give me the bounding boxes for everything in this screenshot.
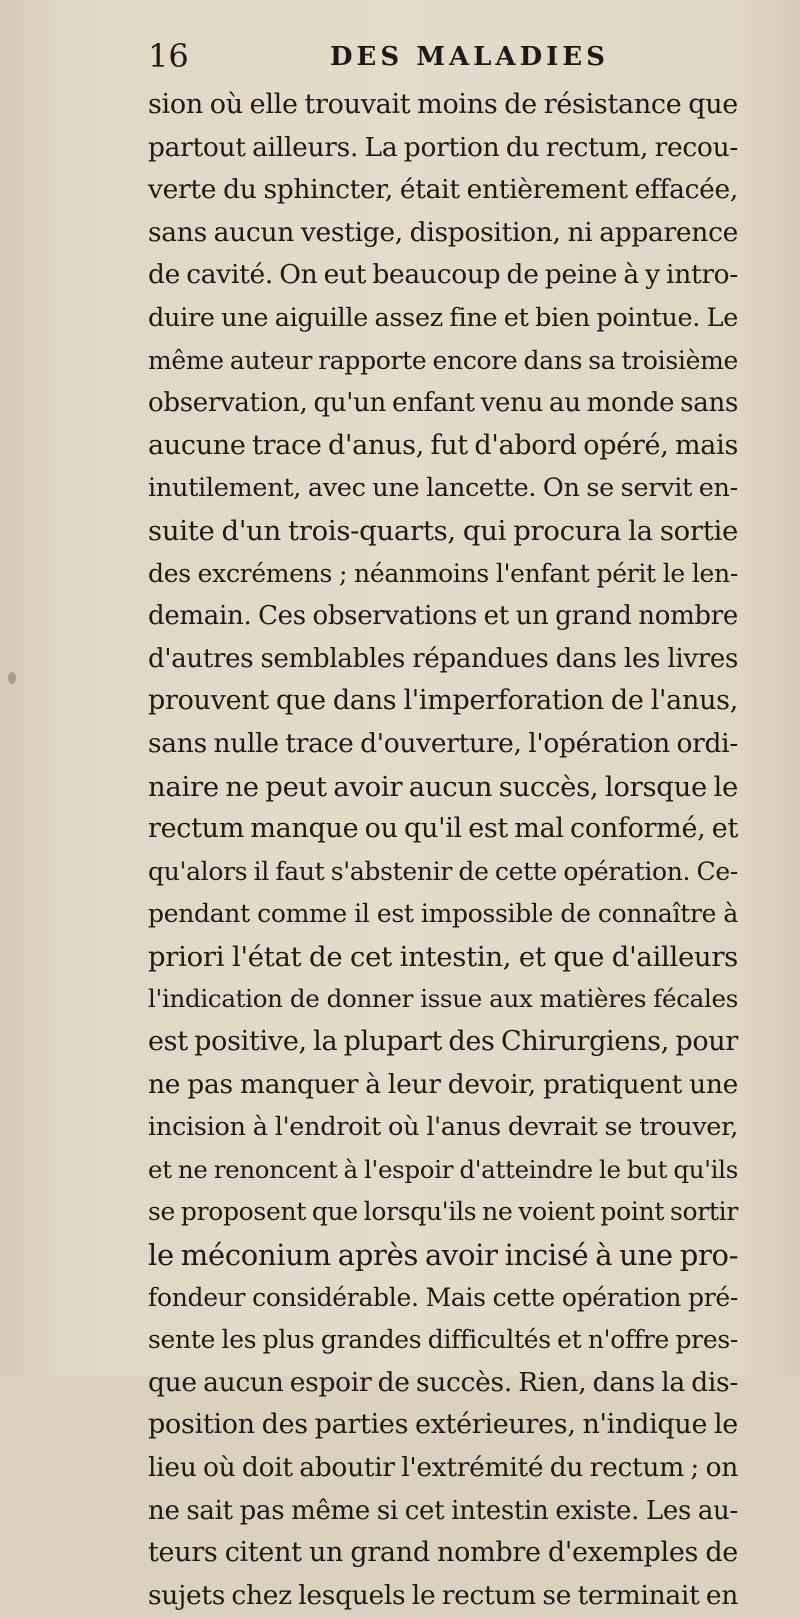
text-line: qu'alors il faut s'abstenir de cette opération. Ce-	[148, 856, 738, 886]
page-header	[148, 36, 708, 76]
text-line: verte du sphincter, était entièrement effacée,	[148, 174, 738, 206]
text-line: sans aucun vestige, disposition, ni apparence	[148, 216, 738, 248]
text-line: naire ne peut avoir aucun succès, lorsque le	[148, 770, 738, 803]
page-number: 16	[148, 37, 189, 75]
text-line: le méconium après avoir incisé à une pro-	[148, 1238, 739, 1273]
text-line: suite d'un trois-quarts, qui procura la sortie	[148, 514, 738, 547]
text-line: est positive, la plupart des Chirurgiens, pour	[148, 1026, 738, 1058]
text-line: prouvent que dans l'imperforation de l'anus,	[148, 685, 738, 717]
text-line: duire une aiguille assez fine et bien pointue. Le	[148, 302, 738, 333]
text-line: ne sait pas même si cet intestin existe. Les au-	[148, 1495, 738, 1526]
text-line: sente les plus grandes difficultés et n'offre pres-	[148, 1325, 738, 1355]
text-line: même auteur rapporte encore dans sa troisième	[148, 345, 738, 375]
text-line: l'indication de donner issue aux matières fécales	[148, 984, 738, 1014]
body-text	[148, 84, 738, 1617]
text-line: de cavité. On eut beaucoup de peine à y intro-	[148, 259, 738, 291]
text-line: teurs citent un grand nombre d'exemples de	[148, 1537, 738, 1569]
text-line: d'autres semblables répandues dans les livres	[148, 643, 738, 674]
text-line: priori l'état de cet intestin, et que d'ailleurs	[148, 940, 738, 973]
text-line: sujets chez lesquels le rectum se terminait en	[148, 1579, 738, 1611]
text-line: et ne renoncent à l'espoir d'atteindre le but qu'ils	[148, 1154, 738, 1184]
running-title: DES MALADIES	[330, 42, 609, 72]
text-line: demain. Ces observations et un grand nombre	[148, 601, 738, 632]
text-line: partout ailleurs. La portion du rectum, recou-	[148, 131, 738, 163]
text-line: aucune trace d'anus, fut d'abord opéré, mais	[148, 429, 738, 461]
margin-ink-spot	[8, 672, 16, 684]
text-line: lieu où doit aboutir l'extrémité du rectum ; on	[148, 1452, 738, 1483]
text-line: se proposent que lorsqu'ils ne voient point sortir	[148, 1197, 738, 1227]
text-line: rectum manque ou qu'il est mal conformé, et	[148, 813, 738, 845]
text-line: sion où elle trouvait moins de résistance que	[148, 89, 738, 120]
text-line: que aucun espoir de succès. Rien, dans la dis-	[148, 1366, 738, 1398]
text-line: fondeur considérable. Mais cette opération pré-	[148, 1282, 738, 1312]
text-line: sans nulle trace d'ouverture, l'opération ordi-	[148, 727, 738, 759]
text-line: ne pas manquer à leur devoir, pratiquent une	[148, 1068, 738, 1100]
text-line: pendant comme il est impossible de connaître à	[148, 899, 738, 929]
text-line: des excrémens ; néanmoins l'enfant périt le len-	[148, 558, 738, 588]
text-line: incision à l'endroit où l'anus devrait se trouver,	[148, 1112, 738, 1143]
text-line: position des parties extérieures, n'indique le	[148, 1409, 738, 1441]
text-line: observation, qu'un enfant venu au monde sans	[148, 388, 738, 419]
text-line: inutilement, avec une lancette. On se servit en-	[148, 473, 738, 504]
